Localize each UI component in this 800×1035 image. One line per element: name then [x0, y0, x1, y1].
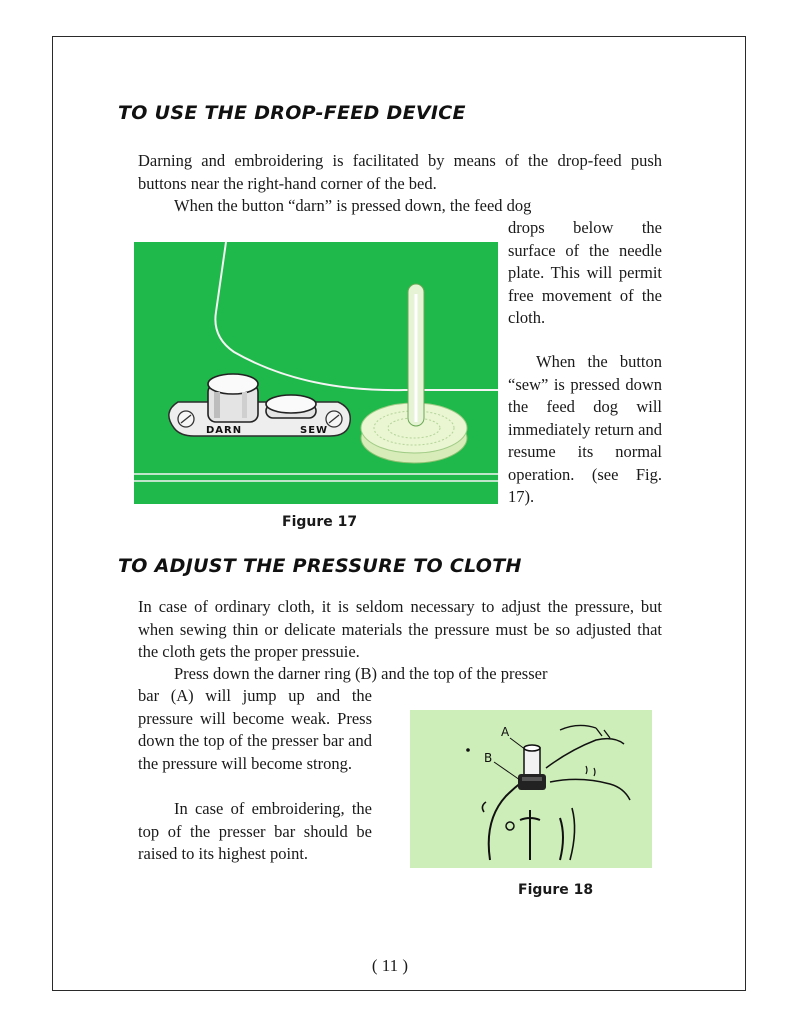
paragraph-darner-ring-rest: bar (A) will jump up and the pressure will become weak. Press down the top of the presser bar and the pressure will become strong. [138, 686, 372, 773]
paragraph-darn-button-rest: drops below the surface of the needle plate. This will permit free movement of the cloth. [508, 218, 662, 327]
spool-pin [408, 284, 424, 426]
figure-18-presser-bar-illustration [410, 710, 652, 868]
figure-17-background [134, 242, 498, 504]
section-heading-pressure: TO ADJUST THE PRESSURE TO CLOTH [118, 555, 522, 577]
paragraph-embroidering: In case of embroidering, the top of the presser bar should be raised to its highest point. [138, 799, 372, 863]
paragraph-sew-button: When the button “sew” is pressed down the feed dog will immediately return and resume its normal operation. (see Fig. 17). [508, 352, 662, 506]
sew-button-label: SEW [300, 425, 329, 436]
label-b: B [484, 751, 493, 765]
paragraph-drop-feed-intro: Darning and embroidering is facilitated by means of the drop-feed push buttons near the right-hand corner of the bed. [138, 151, 662, 193]
page-number: ( 11 ) [371, 956, 409, 975]
paragraph-darner-ring-line1: Press down the darner ring (B) and the top of the presser [174, 664, 548, 683]
darn-button-label: DARN [206, 425, 243, 436]
darn-button [208, 374, 258, 422]
label-a: A [501, 725, 510, 739]
figure-18-caption: Figure 18 [518, 882, 594, 898]
sew-button [266, 395, 316, 418]
paragraph-darn-button-line1: When the button “darn” is pressed down, the feed dog [174, 196, 532, 215]
section-heading-drop-feed: TO USE THE DROP-FEED DEVICE [118, 102, 466, 124]
figure-17-drop-feed-illustration [134, 242, 498, 504]
paragraph-pressure-intro: In case of ordinary cloth, it is seldom necessary to adjust the pressure, but when sewing thin or delicate materials the pressure must be so adjusted that the cloth gets the proper pressuie. [138, 597, 662, 661]
figure-17-caption: Figure 17 [282, 514, 358, 530]
